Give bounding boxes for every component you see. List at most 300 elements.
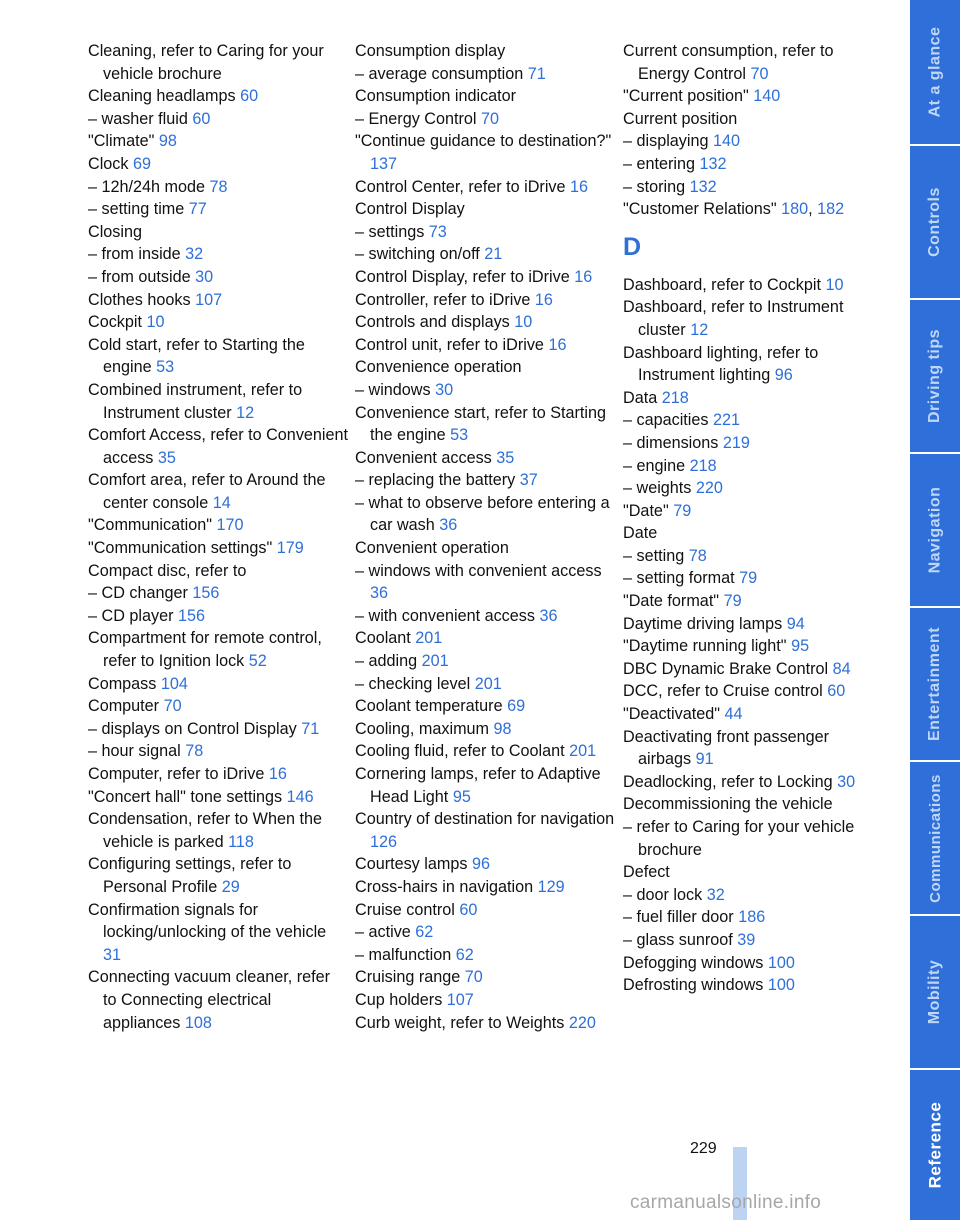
page-link[interactable]: 60 (827, 682, 846, 701)
index-entry (623, 296, 883, 341)
page-link[interactable]: 44 (724, 705, 743, 724)
tab-entertainment[interactable] (910, 608, 960, 760)
entry-text: Country of destination for navigation (355, 810, 615, 829)
index-entry (88, 537, 348, 560)
index-entry (88, 311, 348, 334)
index-entry (88, 853, 348, 898)
index-entry (355, 334, 615, 357)
page-link[interactable]: 14 (212, 493, 231, 512)
page-link[interactable]: 32 (706, 885, 725, 904)
entry-text: Daytime driving lamps (623, 614, 783, 633)
index-entry (88, 424, 348, 469)
page-link[interactable]: 96 (774, 366, 793, 385)
page-link[interactable]: 60 (459, 900, 478, 919)
entry-text: – door lock (623, 885, 703, 904)
index-column-3-bottom (623, 274, 883, 997)
entry-text: Convenient access (355, 448, 492, 467)
index-entry (623, 613, 883, 636)
entry-text: Cleaning, refer to Caring for your vehicle brochure (88, 42, 324, 83)
entry-text: Connecting vacuum cleaner, refer to Connecting electrical appliances (88, 968, 331, 1032)
page-separator: , (808, 200, 813, 219)
index-entry (623, 176, 883, 199)
page-link[interactable]: 126 (370, 832, 398, 851)
index-entry (355, 469, 615, 492)
entry-text: Comfort Access, refer to Convenient access (88, 426, 349, 467)
tab-reference[interactable] (910, 1070, 960, 1220)
entry-text: Condensation, refer to When the vehicle is parked (88, 810, 322, 851)
index-entry (88, 176, 348, 199)
page-link[interactable]: 156 (177, 606, 205, 625)
index-entry (623, 274, 883, 297)
page-link[interactable]: 36 (370, 584, 389, 603)
index-entry (355, 650, 615, 673)
entry-text: – displays on Control Display (88, 719, 297, 738)
entry-text: "Communication settings" (88, 539, 273, 558)
entry-text: – washer fluid (88, 109, 188, 128)
page-link[interactable]: 100 (767, 953, 795, 972)
page-link[interactable]: 60 (240, 87, 259, 106)
index-entry (88, 786, 348, 809)
index-entry (88, 560, 348, 583)
entry-text: Controller, refer to iDrive (355, 290, 531, 309)
entry-text: – average consumption (355, 64, 524, 83)
page-link[interactable]: 71 (301, 719, 320, 738)
chapter-tab-bar (910, 0, 960, 1220)
index-entry (623, 432, 883, 455)
page-link[interactable]: 156 (192, 584, 220, 603)
page-link[interactable]: 91 (695, 750, 714, 769)
index-entry (623, 153, 883, 176)
page-link[interactable]: 95 (791, 637, 810, 656)
index-entry (355, 108, 615, 131)
entry-text: – with convenient access (355, 606, 535, 625)
entry-text: Consumption indicator (355, 87, 517, 106)
page-link[interactable]: 39 (737, 930, 756, 949)
page-link[interactable]: 29 (221, 877, 240, 896)
entry-text: Defrosting windows (623, 976, 764, 995)
entry-text: – capacities (623, 411, 709, 430)
index-entry (355, 966, 615, 989)
page-link[interactable]: 132 (699, 154, 727, 173)
page-link[interactable]: 10 (514, 313, 533, 332)
index-entry (355, 447, 615, 470)
index-entry (88, 514, 348, 537)
entry-text: "Communication" (88, 516, 212, 535)
page-link[interactable]: 10 (146, 313, 165, 332)
entry-text: – switching on/off (355, 245, 480, 264)
tab-label: Reference (925, 1101, 944, 1189)
entry-text: Defogging windows (623, 953, 764, 972)
index-entry (623, 500, 883, 523)
page-link[interactable]: 186 (738, 908, 766, 927)
page-link[interactable]: 30 (435, 380, 454, 399)
page-link[interactable]: 132 (689, 177, 717, 196)
entry-text: Courtesy lamps (355, 855, 468, 874)
entry-text: – replacing the battery (355, 471, 516, 490)
tab-mobility[interactable] (910, 916, 960, 1068)
entry-text: – storing (623, 177, 686, 196)
page-link[interactable]: 220 (695, 479, 723, 498)
index-entry (88, 198, 348, 221)
entry-text: – setting time (88, 200, 185, 219)
index-entry (623, 85, 883, 108)
index-entry (88, 695, 348, 718)
index-entry (355, 627, 615, 650)
entry-text: Cruise control (355, 900, 455, 919)
page-link[interactable]: 16 (570, 177, 589, 196)
index-entry (355, 876, 615, 899)
page-link[interactable]: 69 (507, 697, 526, 716)
index-entry (355, 40, 615, 63)
entry-text: Dashboard lighting, refer to Instrument lighting (623, 343, 819, 385)
page-link[interactable]: 73 (428, 222, 447, 241)
page-link[interactable]: 52 (248, 652, 267, 671)
page-link[interactable]: 218 (661, 388, 689, 407)
entry-text: – refer to Caring for your vehicle brochure (623, 818, 855, 859)
index-column-1 (88, 40, 348, 1034)
page-link[interactable]: 220 (568, 1013, 596, 1032)
tab-communications[interactable] (910, 762, 960, 914)
index-column-2 (355, 40, 615, 1034)
index-entry (355, 356, 615, 379)
entry-text: Combined instrument, refer to Instrument cluster (88, 380, 303, 422)
index-entry (88, 966, 348, 1034)
page-link[interactable]: 36 (439, 516, 458, 535)
index-entry (88, 243, 348, 266)
index-entry (355, 944, 615, 967)
index-entry (88, 718, 348, 741)
page-link[interactable]: 12 (236, 403, 255, 422)
page-link[interactable]: 12 (690, 320, 709, 339)
page-link[interactable]: 137 (370, 154, 398, 173)
entry-text: Coolant (355, 629, 411, 648)
page-link[interactable]: 140 (753, 87, 781, 106)
index-entry (623, 816, 883, 861)
page-link[interactable]: 79 (723, 592, 742, 611)
index-entry (623, 703, 883, 726)
watermark: carmanualsonline.info (630, 1192, 822, 1213)
entry-text: – setting format (623, 569, 735, 588)
index-entry (623, 477, 883, 500)
entry-text: – what to observe before entering a car wash (355, 493, 610, 535)
page-link[interactable]: 36 (539, 606, 558, 625)
entry-text: – windows with convenient access (355, 561, 602, 580)
entry-text: – Energy Control (355, 109, 477, 128)
page-number: 229 (690, 1140, 717, 1157)
page-link[interactable]: 221 (712, 411, 740, 430)
entry-text: Closing (88, 222, 142, 241)
index-entry (355, 808, 615, 853)
entry-text: Cruising range (355, 968, 461, 987)
tab-label: Entertainment (926, 626, 944, 742)
page-link[interactable]: 16 (534, 290, 553, 309)
index-entry (88, 673, 348, 696)
page-link[interactable]: 79 (673, 501, 692, 520)
index-entry (623, 590, 883, 613)
index-entry (623, 522, 883, 545)
entry-text: Cold start, refer to Starting the engine (88, 335, 305, 377)
index-entry (623, 974, 883, 997)
page-link[interactable]: 146 (286, 787, 314, 806)
index-entry (355, 763, 615, 808)
page-link[interactable]: 96 (471, 855, 490, 874)
entry-text: Dashboard, refer to Cockpit (623, 275, 821, 294)
index-entry (355, 899, 615, 922)
index-entry (355, 718, 615, 741)
tab-label: Communications (926, 773, 944, 903)
entry-text: Clock (88, 154, 129, 173)
index-entry (355, 402, 615, 447)
entry-text: – dimensions (623, 433, 719, 452)
entry-text: "Customer Relations" (623, 200, 777, 219)
page-link[interactable]: 98 (493, 719, 512, 738)
entry-text: Control Display, refer to iDrive (355, 267, 570, 286)
entry-text: – from outside (88, 267, 191, 286)
entry-text: Coolant temperature (355, 697, 503, 716)
entry-text: Curb weight, refer to Weights (355, 1013, 565, 1032)
index-entry (623, 130, 883, 153)
index-entry (88, 763, 348, 786)
page-link[interactable]: 94 (786, 614, 805, 633)
entry-text: "Date format" (623, 592, 720, 611)
page-link[interactable]: 16 (574, 267, 593, 286)
index-entry (88, 289, 348, 312)
index-entry (355, 695, 615, 718)
entry-text: "Daytime running light" (623, 637, 787, 656)
index-entry (623, 884, 883, 907)
index-entry (623, 342, 883, 387)
index-entry (355, 85, 615, 108)
page-link[interactable]: 84 (832, 659, 851, 678)
entry-text: Convenient operation (355, 539, 509, 558)
entry-text: – glass sunroof (623, 930, 733, 949)
section-letter-d: D (623, 232, 642, 261)
entry-text: Current consumption, refer to Energy Control (623, 42, 834, 83)
entry-text: – windows (355, 380, 431, 399)
index-entry (88, 469, 348, 514)
page-link[interactable]: 10 (825, 275, 844, 294)
page-link[interactable]: 62 (455, 945, 474, 964)
entry-text: – setting (623, 546, 685, 565)
page-link[interactable]: 107 (195, 290, 223, 309)
index-entry (623, 40, 883, 85)
entry-text: Compact disc, refer to (88, 561, 247, 580)
page-link[interactable]: 201 (569, 742, 597, 761)
page-link[interactable]: 77 (188, 200, 207, 219)
page-link[interactable]: 218 (689, 456, 717, 475)
entry-text: Cooling fluid, refer to Coolant (355, 742, 565, 761)
entry-text: Defect (623, 863, 670, 882)
index-entry (623, 409, 883, 432)
page-link[interactable]: 69 (132, 154, 151, 173)
index-entry (88, 740, 348, 763)
entry-text: "Date" (623, 501, 669, 520)
index-entry (88, 108, 348, 131)
page-link[interactable]: 104 (160, 674, 188, 693)
index-entry (88, 40, 348, 85)
page-link[interactable]: 129 (537, 877, 565, 896)
entry-text: Compartment for remote control, refer to Ignition lock (88, 629, 322, 671)
index-entry (623, 771, 883, 794)
entry-text: DBC Dynamic Brake Control (623, 659, 829, 678)
page-link[interactable]: 108 (184, 1013, 212, 1032)
page-link[interactable]: 16 (268, 765, 287, 783)
page-link[interactable]: 78 (209, 177, 228, 196)
page-link[interactable]: 95 (452, 787, 471, 806)
page-link[interactable]: 78 (688, 546, 707, 565)
index-entry (88, 221, 348, 244)
entry-text: DCC, refer to Cruise control (623, 682, 823, 701)
index-entry (623, 680, 883, 703)
page-link[interactable]: 31 (103, 945, 122, 964)
page-link[interactable]: 53 (450, 426, 469, 445)
entry-text: Convenience start, refer to Starting the engine (355, 403, 607, 445)
index-entry (88, 899, 348, 967)
page-link[interactable]: 182 (817, 200, 845, 219)
index-entry (355, 492, 615, 537)
page-link[interactable]: 30 (195, 267, 214, 286)
entry-text: Control unit, refer to iDrive (355, 335, 544, 354)
tab-label: At a glance (926, 26, 944, 118)
index-entry (623, 387, 883, 410)
index-entry (355, 266, 615, 289)
page-link[interactable]: 16 (548, 335, 567, 354)
page-link[interactable]: 79 (739, 569, 758, 588)
entry-text: – entering (623, 154, 695, 173)
entry-text: – checking level (355, 674, 471, 693)
index-entry (88, 808, 348, 853)
entry-text: Cup holders (355, 990, 443, 1009)
page-link[interactable]: 201 (415, 629, 443, 648)
index-entry (355, 1012, 615, 1035)
index-entry (355, 740, 615, 763)
entry-text: "Concert hall" tone settings (88, 787, 283, 806)
entry-text: "Continue guidance to destination?" (355, 132, 612, 151)
entry-text: "Deactivated" (623, 705, 720, 724)
tab-navigation[interactable] (910, 454, 960, 606)
page-link[interactable]: 100 (767, 976, 795, 995)
entry-text: "Climate" (88, 132, 155, 151)
index-entry (88, 85, 348, 108)
tab-label: Controls (926, 187, 943, 257)
tab-label: Navigation (926, 486, 944, 574)
entry-text: – displaying (623, 132, 709, 151)
page-link[interactable]: 37 (519, 471, 538, 490)
entry-text: – fuel filler door (623, 908, 734, 927)
page-link[interactable]: 53 (156, 358, 175, 377)
page-link[interactable]: 71 (527, 64, 546, 83)
entry-text: Cleaning headlamps (88, 87, 236, 106)
page-link[interactable]: 140 (713, 132, 741, 151)
index-entry (88, 153, 348, 176)
entry-text: – active (355, 923, 411, 942)
index-entry (623, 929, 883, 952)
index-entry (88, 627, 348, 672)
entry-text: Current position (623, 109, 738, 128)
index-entry (355, 921, 615, 944)
index-entry (623, 198, 883, 221)
index-entry (623, 658, 883, 681)
page-link[interactable]: 201 (421, 652, 449, 671)
tab-at-a-glance[interactable] (910, 0, 960, 144)
page-link[interactable]: 179 (276, 539, 304, 558)
page-link[interactable]: 70 (163, 697, 182, 716)
index-entry (355, 853, 615, 876)
index-entry (88, 334, 348, 379)
page-link[interactable]: 98 (158, 132, 177, 151)
entry-text: Deactivating front passenger airbags (623, 727, 830, 769)
entry-text: Confirmation signals for locking/unlocking of the vehicle (88, 900, 327, 942)
index-entry (355, 176, 615, 199)
index-entry (623, 952, 883, 975)
page-link[interactable]: 60 (192, 109, 211, 128)
entry-text: Compass (88, 674, 157, 693)
index-entry (88, 130, 348, 153)
page-link[interactable]: 201 (474, 674, 502, 693)
entry-text: – 12h/24h mode (88, 177, 206, 196)
page-link[interactable]: 21 (484, 245, 503, 264)
entry-text: – from inside (88, 245, 181, 264)
page-link[interactable]: 170 (216, 516, 244, 535)
index-entry (623, 861, 883, 884)
page-link[interactable]: 62 (415, 923, 434, 942)
index-entry (355, 289, 615, 312)
entry-text: Data (623, 388, 658, 407)
tab-driving-tips[interactable] (910, 300, 960, 452)
entry-text: – engine (623, 456, 686, 475)
page-link[interactable]: 32 (185, 245, 204, 264)
entry-text: Cornering lamps, refer to Adaptive Head Light (355, 765, 601, 806)
page-link[interactable]: 30 (837, 772, 856, 791)
page-link[interactable]: 70 (480, 109, 499, 128)
index-entry (88, 605, 348, 628)
index-entry (623, 455, 883, 478)
entry-text: Control Display (355, 200, 465, 219)
page-link[interactable]: 35 (496, 448, 515, 467)
page-link[interactable]: 219 (722, 433, 750, 452)
page-link[interactable]: 35 (157, 448, 176, 467)
entry-text: – weights (623, 479, 692, 498)
index-entry (623, 793, 883, 816)
index-entry (355, 379, 615, 402)
tab-controls[interactable] (910, 146, 960, 298)
index-entry (355, 673, 615, 696)
index-entry (355, 221, 615, 244)
entry-text: Decommissioning the vehicle (623, 795, 833, 814)
index-entry (355, 560, 615, 605)
page-link[interactable]: 70 (750, 64, 769, 83)
entry-text: Configuring settings, refer to Personal Profile (88, 855, 292, 896)
index-entry (355, 537, 615, 560)
index-entry (623, 726, 883, 771)
index-entry (623, 906, 883, 929)
entry-text: – settings (355, 222, 425, 241)
index-entry (355, 605, 615, 628)
index-entry (355, 243, 615, 266)
index-entry (88, 582, 348, 605)
entry-text: "Current position" (623, 87, 749, 106)
entry-text: – CD changer (88, 584, 188, 603)
page-link[interactable]: 70 (464, 968, 483, 987)
page-link[interactable]: 107 (446, 990, 474, 1009)
page-link[interactable]: 180 (781, 200, 809, 219)
index-entry (623, 567, 883, 590)
index-entry (355, 311, 615, 334)
entry-text: Comfort area, refer to Around the center console (88, 471, 326, 512)
page-link[interactable]: 78 (185, 742, 204, 761)
entry-text: Consumption display (355, 42, 506, 60)
page-link[interactable]: 118 (228, 832, 254, 851)
